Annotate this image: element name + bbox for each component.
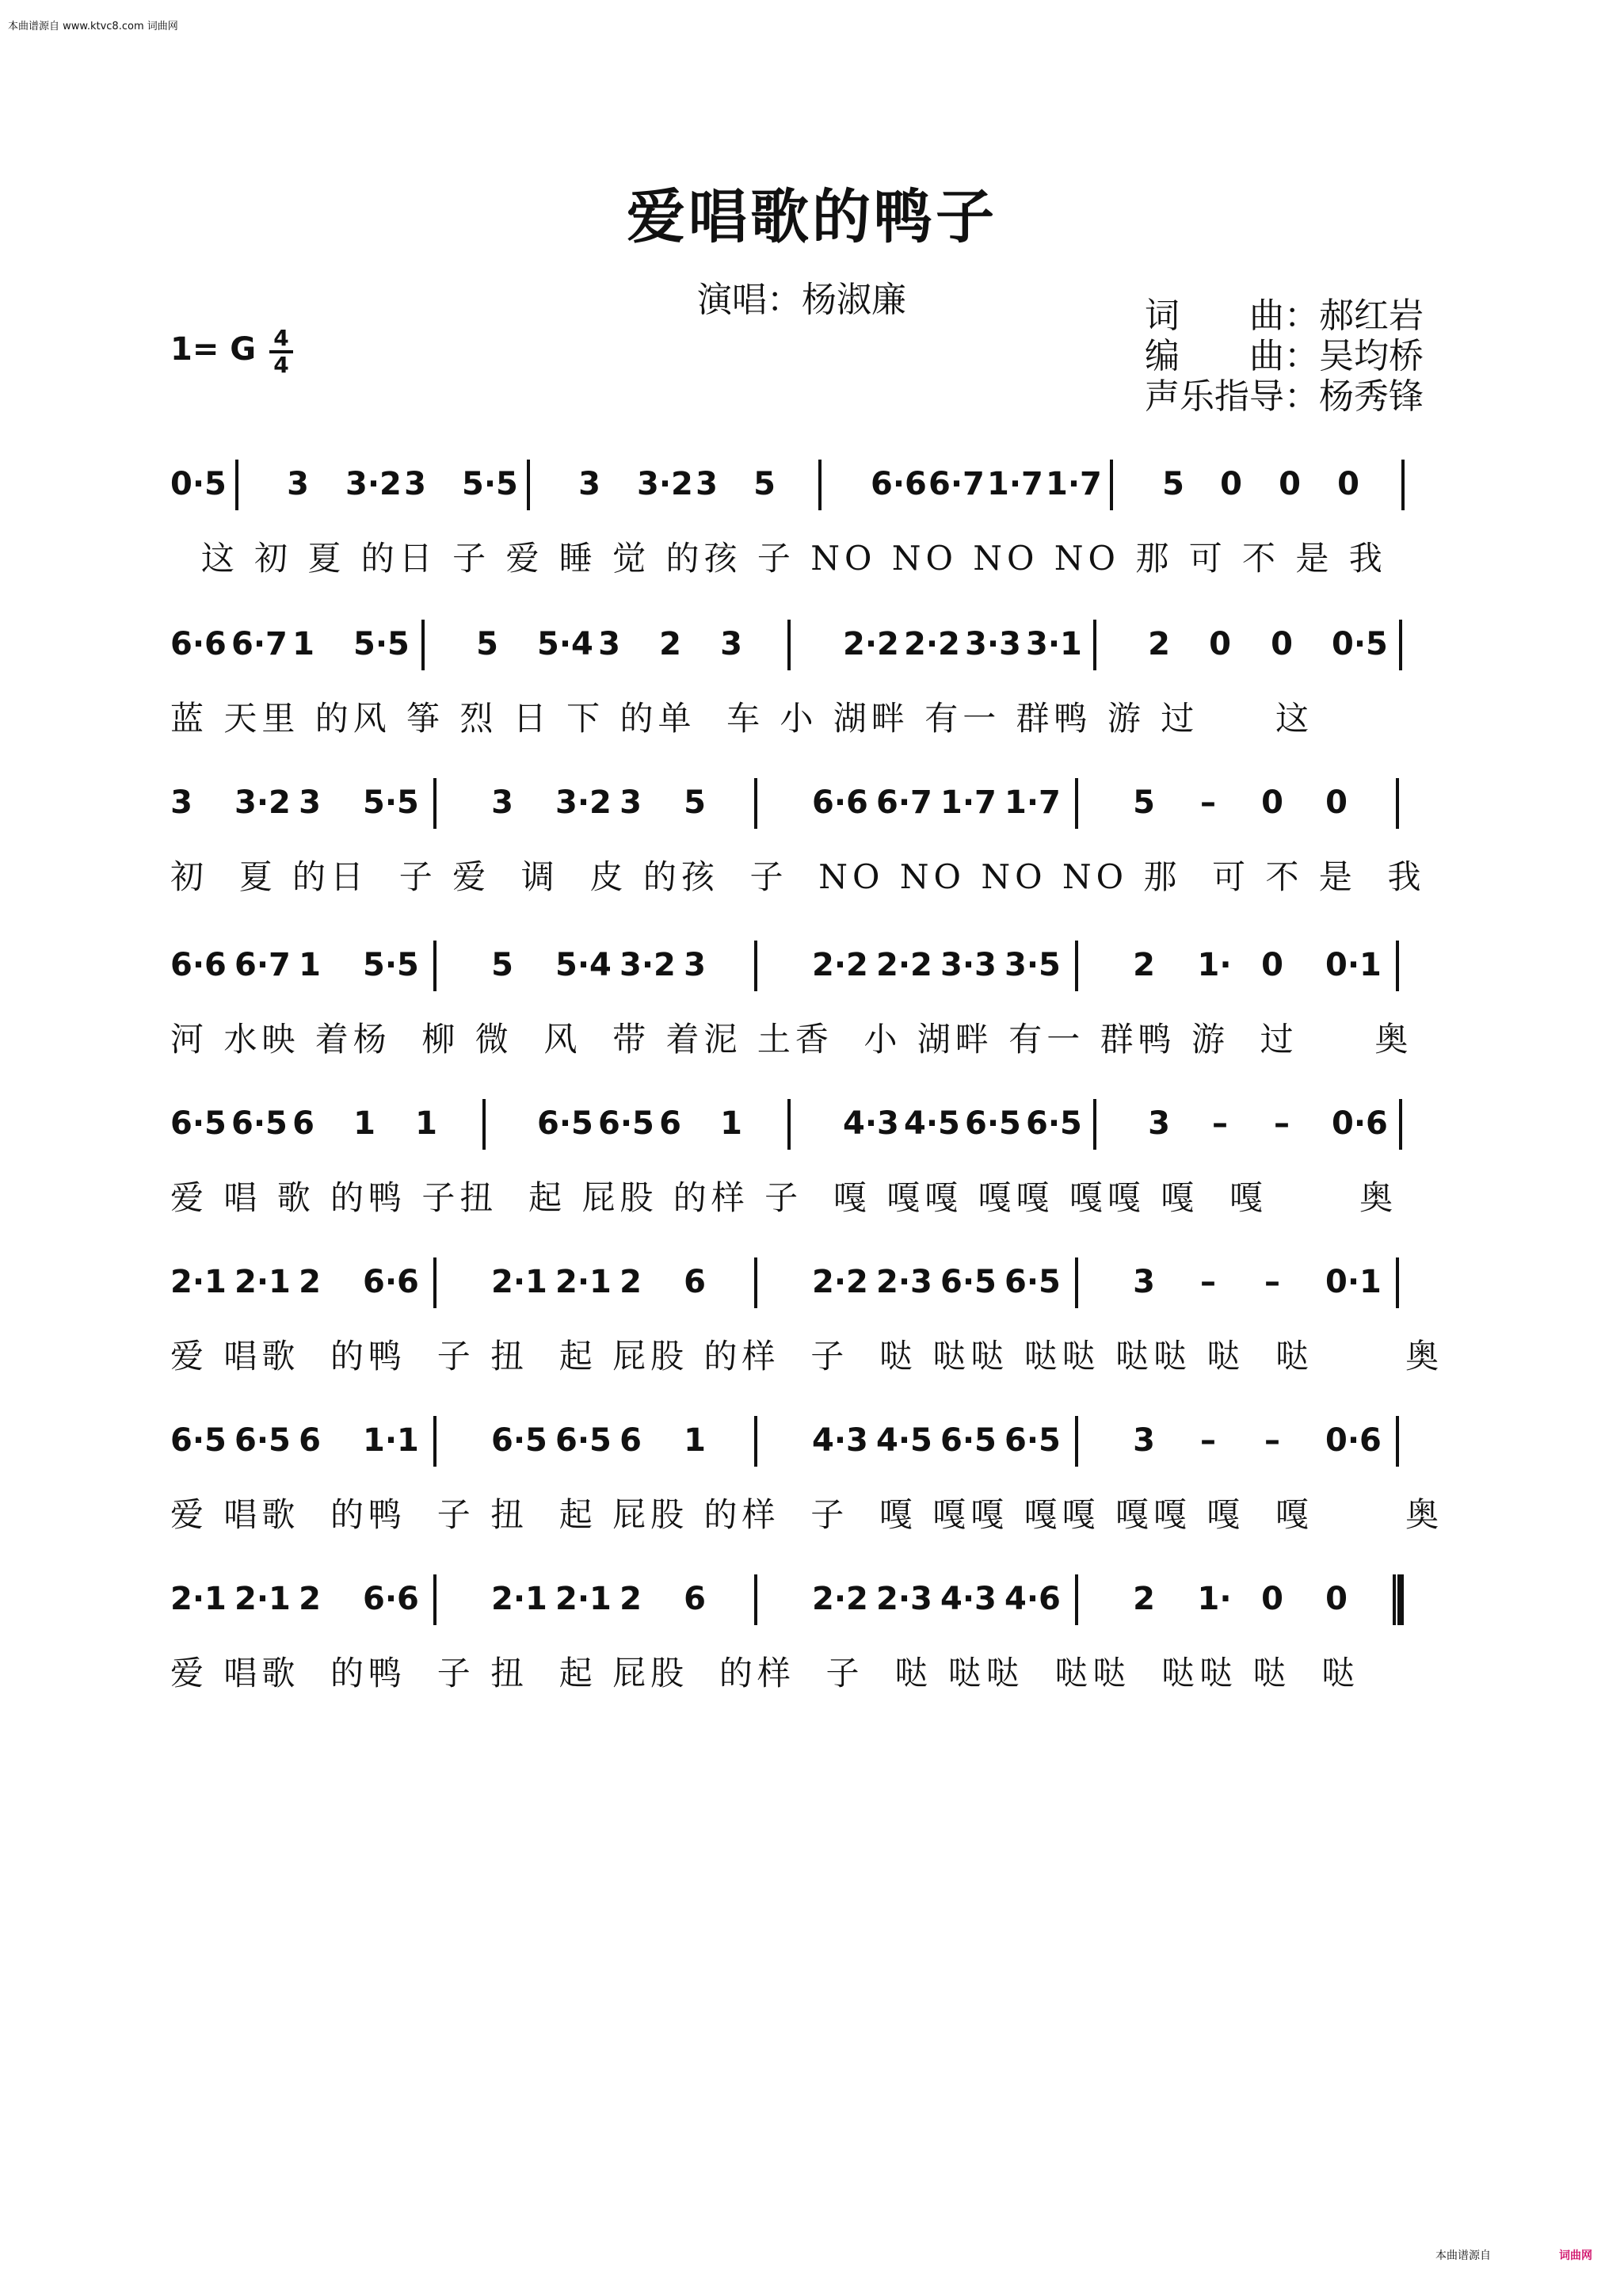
- note: 0·1: [1325, 947, 1382, 983]
- note: 2: [619, 1264, 642, 1300]
- note: 2·1: [491, 1264, 547, 1300]
- score-row: [170, 1105, 1470, 1217]
- note: 6·6: [170, 947, 227, 983]
- note: –: [1274, 1105, 1290, 1142]
- note: 3: [684, 947, 706, 983]
- lyrics-line: 河 水映 着杨 柳 微 风 带 着泥 土香 小 湖畔 有一 群鸭 游 过 奥: [170, 1020, 1413, 1059]
- note: –: [1200, 1422, 1216, 1459]
- note: 3·2: [555, 784, 612, 821]
- note: 1: [720, 1105, 742, 1142]
- key-signature: 1= G: [170, 331, 257, 368]
- note: 3·5: [1005, 947, 1061, 983]
- note: –: [1264, 1264, 1280, 1300]
- note: 0: [1209, 626, 1231, 662]
- note: 1: [415, 1105, 437, 1142]
- notes-line: [170, 784, 1470, 848]
- note: 2·2: [812, 947, 868, 983]
- barline: [787, 620, 791, 670]
- note: 2·1: [491, 1581, 547, 1617]
- note: 6·7: [234, 947, 291, 983]
- note: 6·5: [170, 1105, 227, 1142]
- note: 6·7: [876, 784, 932, 821]
- note: 6·5: [940, 1422, 997, 1459]
- note: 6·5: [170, 1422, 227, 1459]
- barline: [1110, 460, 1113, 510]
- note: 3: [578, 466, 600, 502]
- note: 5: [1133, 784, 1155, 821]
- note: 4·5: [904, 1105, 960, 1142]
- note: 6·5: [1005, 1422, 1061, 1459]
- barline: [1075, 1257, 1078, 1308]
- score-row: [170, 784, 1470, 896]
- lyrics-line: 这 初 夏 的日 子 爱 睡 觉 的孩 子 NO NO NO NO 那 可 不 是 我: [170, 539, 1387, 578]
- note: 4·3: [940, 1581, 997, 1617]
- note: 6·5: [231, 1105, 288, 1142]
- lyrics-line: 爱 唱歌 的鸭 子 扭 起 屁股 的样 子 哒 哒哒 哒哒 哒哒 哒 哒 奥: [170, 1337, 1444, 1376]
- note: 6·5: [965, 1105, 1021, 1142]
- score-row: [170, 947, 1470, 1059]
- notes-line: [170, 1264, 1470, 1327]
- barline: [1093, 1099, 1096, 1150]
- note: 1: [684, 1422, 706, 1459]
- note: 0: [1220, 466, 1242, 502]
- note: 6·5: [555, 1422, 612, 1459]
- note: 6·7: [231, 626, 288, 662]
- note: 1·: [1197, 1581, 1232, 1617]
- barline: [527, 460, 530, 510]
- note: 6·6: [363, 1264, 419, 1300]
- barline: [433, 778, 436, 829]
- barline: [1399, 620, 1402, 670]
- note: 3: [720, 626, 742, 662]
- note: 6·5: [940, 1264, 997, 1300]
- lyricist-composer-credit: 词 曲：郝红岩: [1145, 296, 1424, 336]
- note: 5: [491, 947, 513, 983]
- note: 1: [353, 1105, 376, 1142]
- note: 0: [1261, 947, 1283, 983]
- note: –: [1264, 1422, 1280, 1459]
- note: 6·6: [170, 626, 227, 662]
- barline: [1401, 460, 1405, 510]
- note: 6·6: [363, 1581, 419, 1617]
- lyrics-line: 蓝 天里 的风 筝 烈 日 下 的单 车 小 湖畔 有一 群鸭 游 过 这: [170, 699, 1314, 738]
- singer-credit: 演唱：杨淑廉: [697, 280, 906, 320]
- note: 0: [1279, 466, 1301, 502]
- note: 6·6: [812, 784, 868, 821]
- note: 0·5: [170, 466, 227, 502]
- note: 2·2: [843, 626, 899, 662]
- note: 2·2: [812, 1264, 868, 1300]
- note: 3·2: [234, 784, 291, 821]
- barline: [1396, 1416, 1399, 1467]
- note: 2·3: [876, 1264, 932, 1300]
- note: 5·4: [537, 626, 593, 662]
- note: –: [1200, 784, 1216, 821]
- score-row: [170, 626, 1470, 738]
- note: 2·2: [876, 947, 932, 983]
- note: 2: [299, 1581, 321, 1617]
- footer-source: 本曲谱源自: [1435, 2250, 1491, 2262]
- note: 5·5: [462, 466, 518, 502]
- note: 5·4: [555, 947, 612, 983]
- note: 6·5: [491, 1422, 547, 1459]
- final-barline: [1393, 1574, 1404, 1625]
- barline: [433, 1416, 436, 1467]
- note: 2·2: [812, 1581, 868, 1617]
- note: 4·6: [1005, 1581, 1061, 1617]
- note: 5: [476, 626, 498, 662]
- barline: [1093, 620, 1096, 670]
- note: 6: [684, 1581, 706, 1617]
- note: 1·1: [363, 1422, 419, 1459]
- note: 6: [684, 1264, 706, 1300]
- note: 6·5: [1026, 1105, 1082, 1142]
- time-signature: [269, 326, 293, 377]
- note: 5·5: [363, 784, 419, 821]
- score-row: [170, 1581, 1470, 1692]
- barline: [754, 778, 757, 829]
- note: 0: [1337, 466, 1359, 502]
- note: 1: [292, 626, 315, 662]
- note: 3·2: [637, 466, 693, 502]
- barline: [754, 1416, 757, 1467]
- note: 6·7: [928, 466, 985, 502]
- note: 4·5: [876, 1422, 932, 1459]
- vocal-director-credit: 声乐指导：杨秀锋: [1145, 376, 1424, 417]
- note: 5·5: [353, 626, 410, 662]
- barline: [754, 941, 757, 991]
- note: 3: [404, 466, 426, 502]
- note: 2·1: [234, 1581, 291, 1617]
- note: 0: [1261, 1581, 1283, 1617]
- header-source-note: 本曲谱源自 www.ktvc8.com 词曲网: [8, 21, 178, 32]
- note: 2: [299, 1264, 321, 1300]
- note: 5·5: [363, 947, 419, 983]
- note: 1·7: [1046, 466, 1102, 502]
- note: –: [1212, 1105, 1228, 1142]
- note: 3: [491, 784, 513, 821]
- arranger-credit: 编 曲：吴均桥: [1145, 336, 1424, 376]
- lyrics-line: 爱 唱歌 的鸭 子 扭 起 屁股 的样 子 哒 哒哒 哒哒 哒哒 哒 哒: [170, 1654, 1360, 1692]
- note: 3·2: [345, 466, 402, 502]
- note: 6·5: [598, 1105, 654, 1142]
- time-signature-bottom: 4: [273, 352, 289, 378]
- barline: [1399, 1099, 1402, 1150]
- barline: [433, 941, 436, 991]
- barline: [235, 460, 238, 510]
- note: 3·3: [965, 626, 1021, 662]
- note: 0: [1325, 784, 1348, 821]
- note: 2·1: [555, 1581, 612, 1617]
- note: 1·: [1197, 947, 1232, 983]
- note: 0: [1271, 626, 1293, 662]
- barline: [421, 620, 425, 670]
- score-row: [170, 1264, 1470, 1376]
- barline: [787, 1099, 791, 1150]
- barline: [1396, 778, 1399, 829]
- note: 2·1: [170, 1581, 227, 1617]
- lyrics-line: 初 夏 的日 子 爱 调 皮 的孩 子 NO NO NO NO 那 可 不 是 我: [170, 857, 1426, 896]
- note: 3: [619, 784, 642, 821]
- barline: [1075, 778, 1078, 829]
- note: 6: [619, 1422, 642, 1459]
- note: 3: [287, 466, 309, 502]
- note: 6·6: [871, 466, 927, 502]
- barline: [754, 1574, 757, 1625]
- lyrics-line: 爱 唱 歌 的鸭 子扭 起 屁股 的样 子 嘎 嘎嘎 嘎嘎 嘎嘎 嘎 嘎 奥: [170, 1178, 1398, 1217]
- note: 0: [1261, 784, 1283, 821]
- note: 1·7: [987, 466, 1043, 502]
- note: 3: [299, 784, 321, 821]
- note: 2: [1133, 1581, 1155, 1617]
- barline: [1075, 1574, 1078, 1625]
- notes-line: [170, 1581, 1470, 1644]
- note: 0·6: [1332, 1105, 1388, 1142]
- note: 2·2: [904, 626, 960, 662]
- note: 3·1: [1026, 626, 1082, 662]
- note: 6: [659, 1105, 681, 1142]
- note: 3: [1148, 1105, 1170, 1142]
- barline: [1396, 1257, 1399, 1308]
- notes-line: [170, 1105, 1470, 1169]
- note: 0·6: [1325, 1422, 1382, 1459]
- barline: [1075, 1416, 1078, 1467]
- note: 2: [659, 626, 681, 662]
- score-row: [170, 1422, 1470, 1534]
- note: 6·5: [234, 1422, 291, 1459]
- note: 5: [684, 784, 706, 821]
- barline: [1075, 941, 1078, 991]
- notes-line: [170, 1422, 1470, 1486]
- note: 2·1: [234, 1264, 291, 1300]
- note: 4·3: [812, 1422, 868, 1459]
- footer-site: 词曲网: [1559, 2250, 1592, 2262]
- note: 1·7: [940, 784, 997, 821]
- note: 3: [696, 466, 718, 502]
- note: 5: [753, 466, 776, 502]
- notes-line: [170, 626, 1470, 689]
- score-row: [170, 466, 1470, 578]
- note: 1: [299, 947, 321, 983]
- note: 2: [1133, 947, 1155, 983]
- note: 3·3: [940, 947, 997, 983]
- note: 6·5: [537, 1105, 593, 1142]
- barline: [433, 1574, 436, 1625]
- lyrics-line: 爱 唱歌 的鸭 子 扭 起 屁股 的样 子 嘎 嘎嘎 嘎嘎 嘎嘎 嘎 嘎 奥: [170, 1495, 1444, 1534]
- note: 1·7: [1005, 784, 1061, 821]
- barline: [433, 1257, 436, 1308]
- note: 3: [598, 626, 620, 662]
- note: 3: [1133, 1264, 1155, 1300]
- song-title: 爱唱歌的鸭子: [627, 183, 997, 251]
- notes-line: [170, 466, 1470, 529]
- barline: [1396, 941, 1399, 991]
- note: 3·2: [619, 947, 676, 983]
- note: 5: [1162, 466, 1184, 502]
- note: 6·5: [1005, 1264, 1061, 1300]
- barline: [754, 1257, 757, 1308]
- note: 3: [170, 784, 193, 821]
- note: 4·3: [843, 1105, 899, 1142]
- note: 2·3: [876, 1581, 932, 1617]
- note: 2: [619, 1581, 642, 1617]
- note: 6: [292, 1105, 315, 1142]
- note: 0: [1325, 1581, 1348, 1617]
- note: 2: [1148, 626, 1170, 662]
- time-signature-top: 4: [273, 325, 289, 351]
- note: 0·1: [1325, 1264, 1382, 1300]
- note: 0·5: [1332, 626, 1388, 662]
- note: 2·1: [170, 1264, 227, 1300]
- notes-line: [170, 947, 1470, 1010]
- note: –: [1200, 1264, 1216, 1300]
- note: 2·1: [555, 1264, 612, 1300]
- barline: [482, 1099, 486, 1150]
- note: 6: [299, 1422, 321, 1459]
- note: 3: [1133, 1422, 1155, 1459]
- barline: [818, 460, 822, 510]
